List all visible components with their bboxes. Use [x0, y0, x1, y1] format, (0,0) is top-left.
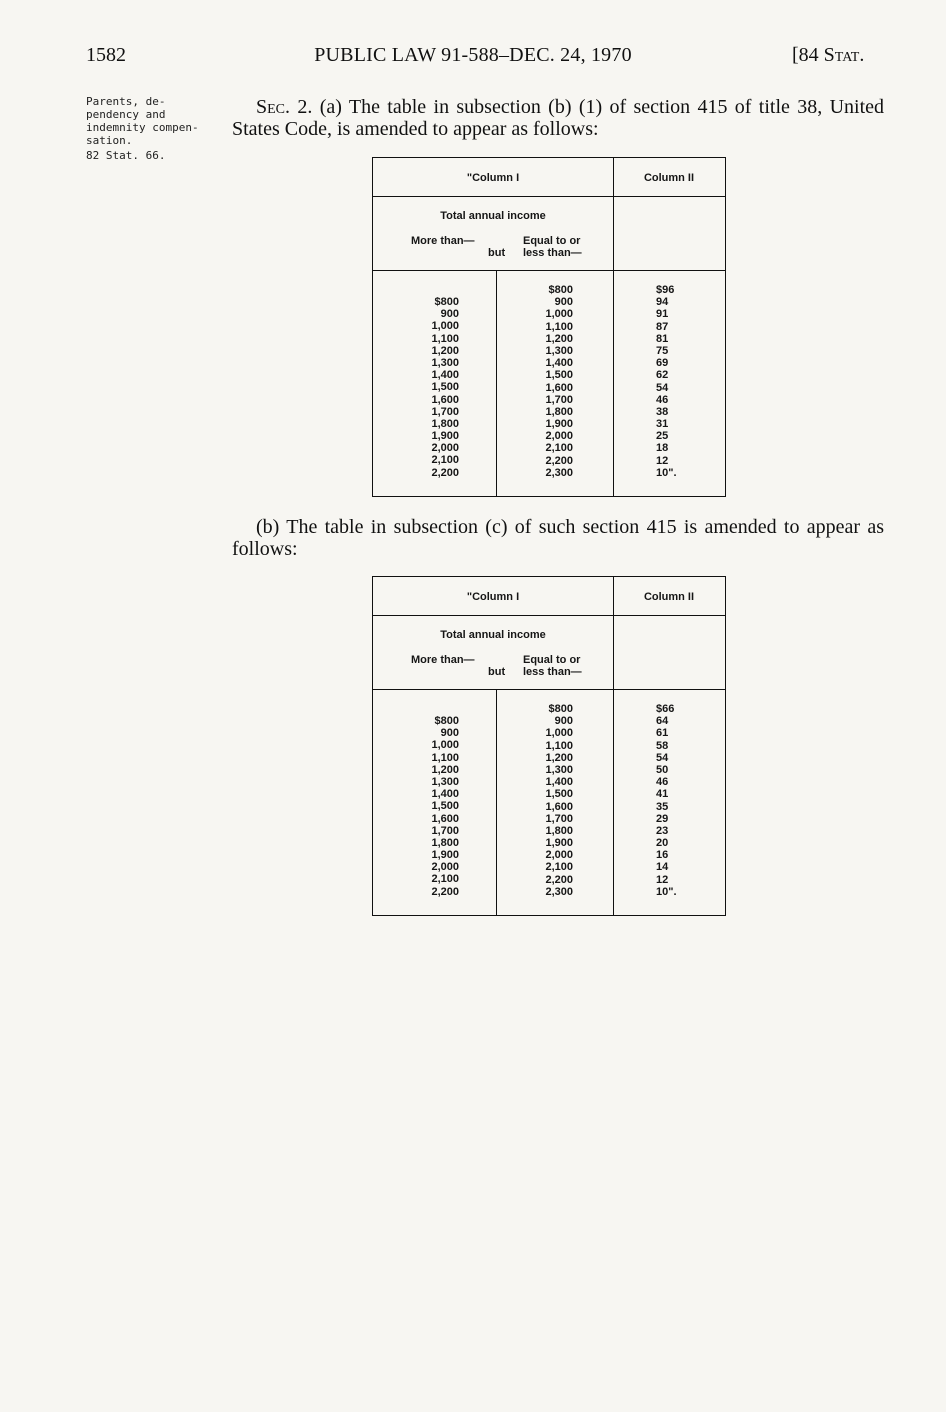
- table-cell: 2,000: [431, 861, 459, 874]
- table-cell: $96: [656, 284, 675, 296]
- margin-note: [86, 95, 226, 162]
- section-lead: Sec. 2.: [256, 96, 313, 118]
- equal-column: [513, 284, 573, 479]
- table-cell: 35: [656, 800, 669, 813]
- table-cell: 1,100: [431, 751, 459, 764]
- table-divider: [613, 158, 614, 496]
- table-cell: 46: [656, 776, 669, 789]
- margin-note-line: Parents, de-: [86, 95, 166, 108]
- table-cell: 1,800: [545, 405, 573, 418]
- more-than-column: [411, 715, 459, 898]
- table-cell: 69: [656, 357, 669, 370]
- table-cell: 1,900: [431, 430, 459, 443]
- more-than-header: More than—: [411, 235, 475, 247]
- more-than-header: More than—: [411, 654, 475, 666]
- table-cell: $800: [548, 703, 573, 715]
- table-cell: 14: [656, 861, 669, 874]
- table-rule: [373, 615, 725, 616]
- table-divider: [613, 577, 614, 915]
- table-cell: 1,100: [431, 332, 459, 345]
- table-cell: 64: [656, 715, 669, 728]
- table-cell: 900: [440, 308, 459, 321]
- section-2a-text: (a) The table in subsection (b) (1) of section 415 of title 38, United States Code, is amended to appear as follows:: [232, 96, 885, 140]
- table-divider: [496, 270, 497, 496]
- table-cell: 50: [656, 763, 669, 776]
- table-cell: 2,200: [545, 454, 573, 467]
- table-cell: 2,300: [545, 466, 573, 479]
- table-cell: 1,200: [431, 344, 459, 357]
- table-cell: 900: [554, 296, 573, 309]
- statute-reference: [792, 44, 864, 67]
- running-title: PUBLIC LAW 91-588–DEC. 24, 1970: [314, 44, 632, 66]
- table-cell: 2,100: [545, 442, 573, 455]
- table-cell: 94: [656, 296, 669, 309]
- table-cell: 1,600: [545, 800, 573, 813]
- table-cell: 18: [656, 442, 669, 455]
- table-cell: 41: [656, 788, 669, 801]
- group-header: Total annual income: [440, 210, 546, 222]
- table-cell: 12: [656, 454, 669, 467]
- table-cell: 1,700: [545, 393, 573, 406]
- column-2-header: Column II: [643, 591, 695, 603]
- table-cell: 1,400: [431, 788, 459, 801]
- table-cell: 2,200: [431, 885, 459, 898]
- table-cell: 1,400: [545, 357, 573, 370]
- but-label: but: [488, 247, 506, 259]
- table-cell: 1,100: [545, 320, 573, 333]
- margin-note-line: indemnity compen-: [86, 121, 199, 134]
- table-cell: $800: [434, 715, 459, 727]
- table-cell: 25: [656, 430, 669, 443]
- table-cell: 1,200: [545, 332, 573, 345]
- group-header: Total annual income: [440, 629, 546, 641]
- table-cell: 16: [656, 849, 669, 862]
- table-cell: 1,800: [431, 836, 459, 849]
- table-cell: 1,700: [545, 812, 573, 825]
- section-2a-paragraph: [232, 96, 884, 140]
- equal-header-line: less than—: [523, 666, 582, 678]
- column-1-header: "Column I: [466, 591, 520, 603]
- page-number: 1582: [86, 44, 126, 66]
- equal-header: [523, 235, 582, 259]
- table-cell: 54: [656, 751, 669, 764]
- equal-header-line: less than—: [523, 247, 582, 259]
- table-rule: [373, 689, 725, 690]
- table-cell: 38: [656, 405, 669, 418]
- table-1: [372, 157, 726, 497]
- table-cell: 1,200: [545, 751, 573, 764]
- table-cell: 23: [656, 824, 669, 837]
- table-cell: 91: [656, 308, 669, 321]
- table-cell: 1,900: [431, 849, 459, 862]
- table-cell: 29: [656, 812, 669, 825]
- table-cell: 1,000: [545, 727, 573, 740]
- table-cell: 2,000: [545, 849, 573, 862]
- statute-word: Stat.: [823, 44, 865, 66]
- table-cell: 1,200: [431, 763, 459, 776]
- table-cell: 2,100: [545, 861, 573, 874]
- table-cell: 81: [656, 332, 669, 345]
- table-cell: 1,800: [545, 824, 573, 837]
- table-cell: 2,100: [431, 454, 459, 467]
- table-cell: 20: [656, 837, 669, 850]
- table-cell: 1,500: [545, 369, 573, 382]
- table-cell: 1,100: [545, 739, 573, 752]
- table-rule: [373, 196, 725, 197]
- table-cell: 87: [656, 320, 669, 333]
- equal-column: [513, 703, 573, 898]
- table-cell: 1,000: [431, 739, 459, 752]
- but-label: but: [488, 666, 506, 678]
- table-cell: 46: [656, 393, 669, 406]
- margin-note-line: pendency and: [86, 108, 166, 121]
- table-cell: 1,400: [431, 369, 459, 382]
- table-cell: 1,600: [545, 381, 573, 394]
- table-cell: 2,000: [545, 430, 573, 443]
- margin-note-line: sation.: [86, 134, 133, 147]
- table-cell: 1,900: [545, 837, 573, 850]
- table-cell: 1,600: [431, 393, 459, 406]
- table-cell: $66: [656, 703, 675, 715]
- table-cell: 1,300: [545, 344, 573, 357]
- table-cell: 1,700: [431, 405, 459, 418]
- table-cell: $800: [434, 296, 459, 308]
- section-2b-paragraph: [232, 516, 884, 560]
- statute-prefix: [84: [792, 44, 824, 66]
- table-cell: 75: [656, 344, 669, 357]
- equal-header: [523, 654, 582, 678]
- column-2-header: Column II: [643, 172, 695, 184]
- equal-header-line: Equal to or: [523, 654, 581, 666]
- margin-note-reference: 82 Stat. 66.: [86, 149, 166, 162]
- table-cell: 900: [554, 715, 573, 728]
- table-cell: 1,600: [431, 812, 459, 825]
- table-cell: 54: [656, 381, 669, 394]
- table-divider: [496, 689, 497, 915]
- table-cell: 1,700: [431, 824, 459, 837]
- table-cell: 2,300: [545, 885, 573, 898]
- table-cell: 1,500: [431, 381, 459, 394]
- table-cell: 31: [656, 418, 669, 431]
- table-cell: 58: [656, 739, 669, 752]
- amount-column: [656, 284, 696, 479]
- table-cell: 1,400: [545, 776, 573, 789]
- table-cell: 1,900: [545, 418, 573, 431]
- amount-column: [656, 703, 696, 898]
- table-2: [372, 576, 726, 916]
- table-cell: 1,800: [431, 417, 459, 430]
- table-cell: 62: [656, 369, 669, 382]
- column-1-header: "Column I: [466, 172, 520, 184]
- table-cell: 1,300: [431, 775, 459, 788]
- table-cell: 1,500: [545, 788, 573, 801]
- table-cell: 1,300: [545, 763, 573, 776]
- table-cell: 2,100: [431, 873, 459, 886]
- table-cell: $800: [548, 284, 573, 296]
- table-cell: 2,000: [431, 442, 459, 455]
- table-cell: 61: [656, 727, 669, 740]
- table-cell: 1,300: [431, 356, 459, 369]
- table-cell: 10".: [656, 466, 677, 479]
- table-cell: 12: [656, 873, 669, 886]
- table-cell: 2,200: [431, 466, 459, 479]
- more-than-column: [411, 296, 459, 479]
- equal-header-line: Equal to or: [523, 235, 581, 247]
- table-rule: [373, 270, 725, 271]
- table-cell: 2,200: [545, 873, 573, 886]
- table-cell: 1,500: [431, 800, 459, 813]
- table-cell: 900: [440, 727, 459, 740]
- table-cell: 1,000: [545, 308, 573, 321]
- section-2b-text: (b) The table in subsection (c) of such section 415 is amended to appear as follows:: [232, 516, 884, 560]
- table-cell: 10".: [656, 885, 677, 898]
- table-cell: 1,000: [431, 320, 459, 333]
